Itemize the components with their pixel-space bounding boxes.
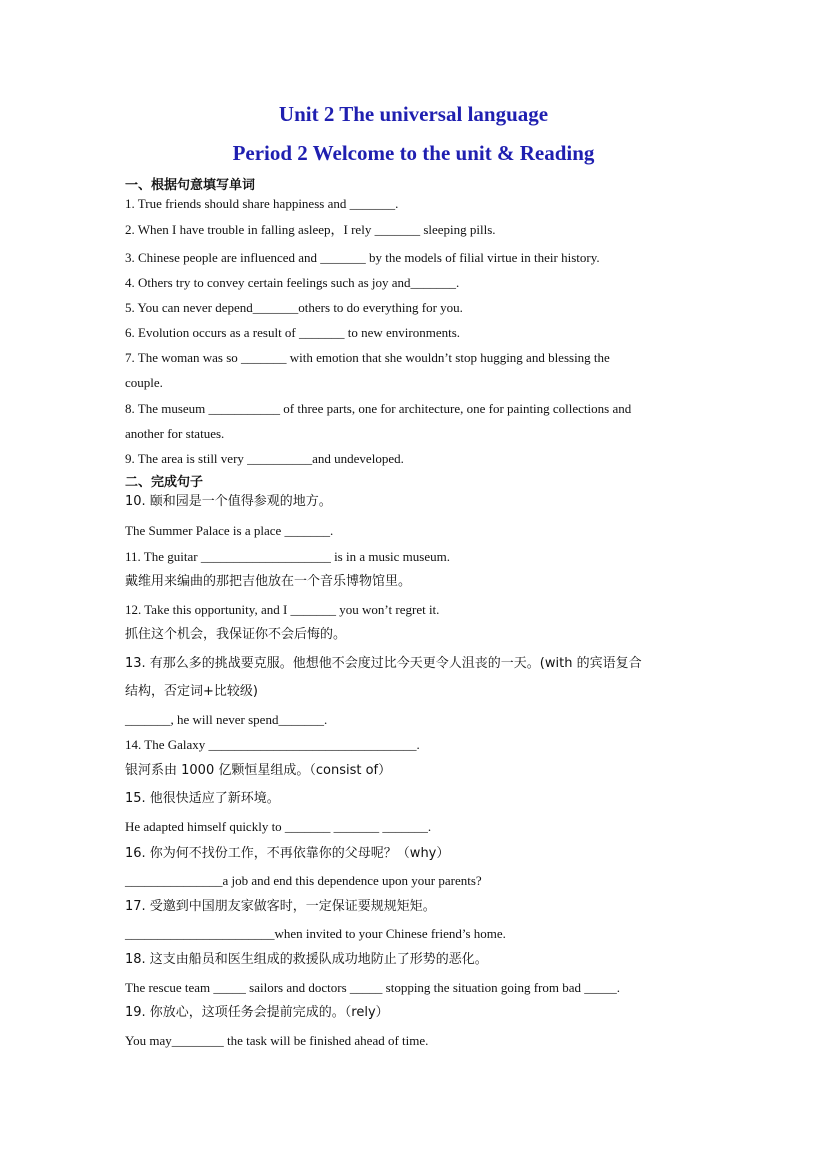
question-13-chinese-line2: 结构，否定词+比较级) <box>125 684 258 699</box>
section-heading-fill-words: 一、根据句意填写单词 <box>125 178 256 193</box>
question-14-chinese: 银河系由 1000 亿颗恒星组成。（consist of） <box>125 763 392 778</box>
question-3: 3. Chinese people are influenced and _______ by the models of filial virtue in their history. <box>125 250 600 265</box>
question-1: 1. True friends should share happiness and _______. <box>125 196 399 211</box>
question-18-english: The rescue team _____ sailors and doctors _____ stopping the situation going from bad _____. <box>125 980 620 995</box>
question-17-english: _______________________when invited to your Chinese friend’s home. <box>125 926 506 941</box>
question-12-english: 12. Take this opportunity, and I _______ you won’t regret it. <box>125 602 440 617</box>
question-11-chinese: 戴维用来编曲的那把吉他放在一个音乐博物馆里。 <box>125 574 412 589</box>
question-13-chinese-line1: 13. 有那么多的挑战要克服。他想他不会度过比今天更令人沮丧的一天。(with 的宾语复合 <box>125 656 642 671</box>
question-18-chinese: 18. 这支由船员和医生组成的救援队成功地防止了形势的恶化。 <box>125 952 488 967</box>
section-heading-complete-sentences: 二、完成句子 <box>125 475 204 490</box>
question-16-english: _______________a job and end this dependence upon your parents? <box>125 873 482 888</box>
question-6: 6. Evolution occurs as a result of _______ to new environments. <box>125 325 461 340</box>
question-7-line2: couple. <box>125 375 163 390</box>
question-15-english: He adapted himself quickly to _______ _______ _______. <box>125 819 432 834</box>
question-7-line1: 7. The woman was so _______ with emotion that she wouldn’t stop hugging and blessing the <box>125 350 610 365</box>
question-16-chinese: 16. 你为何不找份工作，不再依靠你的父母呢？（why） <box>125 846 450 861</box>
question-19-chinese: 19. 你放心，这项任务会提前完成的。（rely） <box>125 1005 389 1020</box>
question-10-english: The Summer Palace is a place _______. <box>125 523 334 538</box>
question-19-english: You may________ the task will be finished ahead of time. <box>125 1033 429 1048</box>
question-11-english: 11. The guitar ____________________ is in a music museum. <box>125 549 450 564</box>
question-9: 9. The area is still very __________and undeveloped. <box>125 451 404 466</box>
question-15-chinese: 15. 他很快适应了新环境。 <box>125 791 280 806</box>
question-17-chinese: 17. 受邀到中国朋友家做客时，一定保证要规规矩矩。 <box>125 899 436 914</box>
question-8-line1: 8. The museum ___________ of three parts, one for architecture, one for painting collections and <box>125 401 632 416</box>
unit-title: Unit 2 The universal language <box>278 102 549 126</box>
question-13-english: _______, he will never spend_______. <box>125 712 328 727</box>
question-8-line2: another for statues. <box>125 426 225 441</box>
question-12-chinese: 抓住这个机会，我保证你不会后悔的。 <box>125 627 347 642</box>
period-title: Period 2 Welcome to the unit & Reading <box>232 141 595 165</box>
question-10-chinese: 10. 颐和园是一个值得参观的地方。 <box>125 494 332 509</box>
question-2: 2. When I have trouble in falling asleep，I rely _______ sleeping pills. <box>125 222 496 237</box>
question-14-english: 14. The Galaxy ________________________________. <box>125 737 420 752</box>
question-5: 5. You can never depend_______others to do everything for you. <box>125 300 463 315</box>
question-4: 4. Others try to convey certain feelings such as joy and_______. <box>125 275 460 290</box>
